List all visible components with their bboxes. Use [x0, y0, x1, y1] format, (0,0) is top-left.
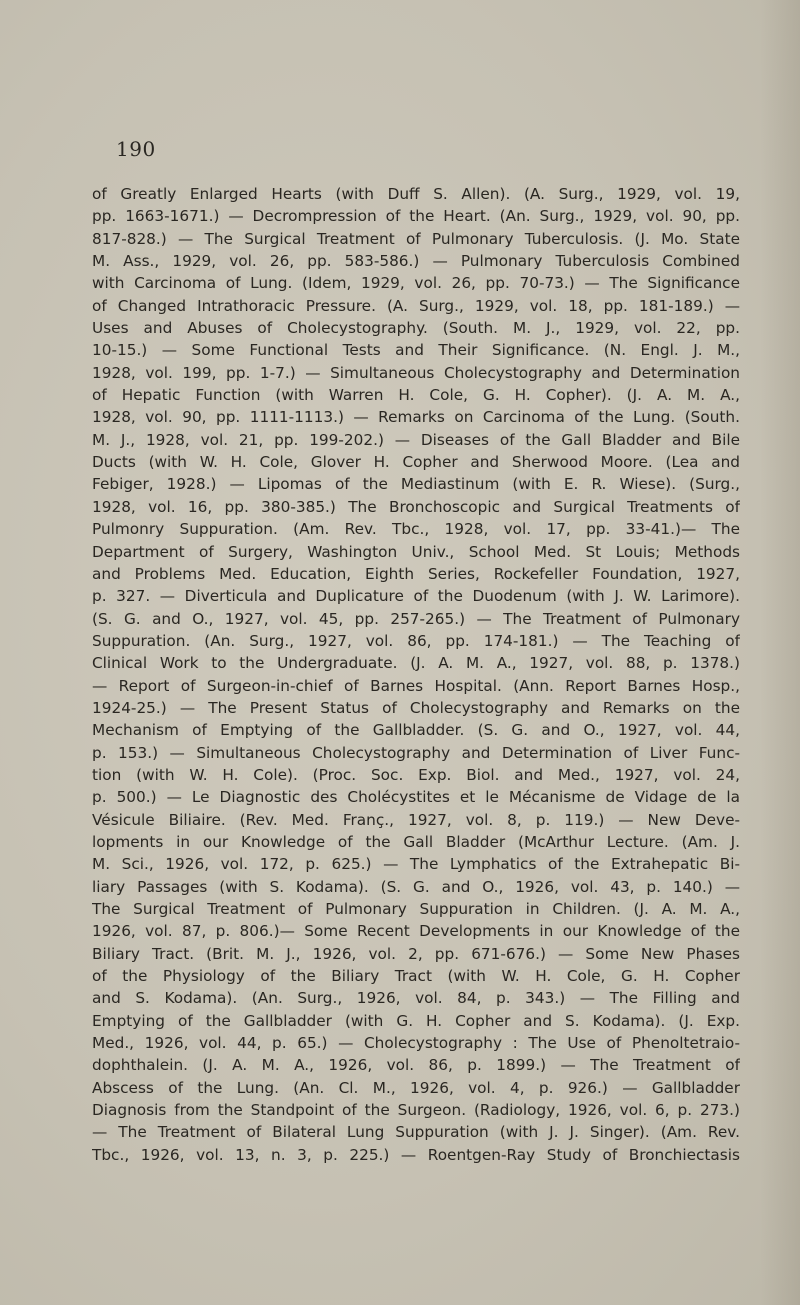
text-line: Mechanism of Emptying of the Gallbladder. (S. G. and O., 1927, vol. 44, [92, 721, 740, 740]
text-line: of Hepatic Function (with Warren H. Cole, G. H. Copher). (J. A. M. A., [92, 386, 740, 405]
text-line: Abscess of the Lung. (An. Cl. M., 1926, vol. 4, p. 926.) — Gallbladder [92, 1078, 740, 1097]
text-line: of Greatly Enlarged Hearts (with Duff S. Allen). (A. Surg., 1929, vol. 19, [92, 185, 740, 203]
text-line: tion (with W. H. Cole). (Proc. Soc. Exp. Biol. and Med., 1927, vol. 24, [92, 765, 740, 784]
text-line: with Carcinoma of Lung. (Idem, 1929, vol. 26, pp. 70-73.) — The Significance [92, 274, 740, 293]
text-line: Biliary Tract. (Brit. M. J., 1926, vol. 2, pp. 671-676.) — Some New Phases [92, 944, 740, 963]
text-line: Tbc., 1926, vol. 13, n. 3, p. 225.) — Roentgen-Ray Study of Bronchiectasis [92, 1145, 740, 1164]
text-line: p. 327. — Diverticula and Duplicature of the Duodenum (with J. W. Larimore). [92, 587, 740, 606]
text-line: Emptying of the Gallbladder (with G. H. Copher and S. Kodama). (J. Exp. [92, 1011, 740, 1030]
text-line: M. Sci., 1926, vol. 172, p. 625.) — The Lymphatics of the Extrahepatic Bi- [92, 855, 740, 874]
text-line: p. 500.) — Le Diagnostic des Cholécystites et le Mécanisme de Vidage de la [92, 788, 740, 807]
text-line: Med., 1926, vol. 44, p. 65.) — Cholecystography : The Use of Phenoltetraio- [92, 1034, 740, 1053]
text-line: The Surgical Treatment of Pulmonary Suppuration in Children. (J. A. M. A., [92, 900, 740, 918]
text-line: 10-15.) — Some Functional Tests and Their Significance. (N. Engl. J. M., [92, 341, 740, 360]
text-line: lopments in our Knowledge of the Gall Bladder (McArthur Lecture. (Am. J. [92, 832, 740, 851]
text-line: dophthalein. (J. A. M. A., 1926, vol. 86, p. 1899.) — The Treatment of [92, 1056, 740, 1075]
text-line: 1928, vol. 199, pp. 1-7.) — Simultaneous Cholecystography and Determination [92, 363, 740, 382]
text-line: pp. 1663-1671.) — Decrompression of the Heart. (An. Surg., 1929, vol. 90, pp. [92, 207, 740, 226]
text-line: — Report of Surgeon-in-chief of Barnes Hospital. (Ann. Report Barnes Hosp., [92, 676, 740, 695]
text-line: Suppuration. (An. Surg., 1927, vol. 86, pp. 174-181.) — The Teaching of [92, 631, 740, 650]
text-line: and S. Kodama). (An. Surg., 1926, vol. 84, p. 343.) — The Filling and [92, 989, 740, 1008]
text-line: Ducts (with W. H. Cole, Glover H. Copher and Sherwood Moore. (Lea and [92, 453, 740, 472]
text-line: Uses and Abuses of Cholecystography. (South. M. J., 1929, vol. 22, pp. [92, 319, 740, 338]
page-edge-shadow [760, 0, 800, 1305]
text-line: Diagnosis from the Standpoint of the Surgeon. (Radiology, 1926, vol. 6, p. 273.) [92, 1101, 740, 1120]
text-line: of Changed Intrathoracic Pressure. (A. Surg., 1929, vol. 18, pp. 181-189.) — [92, 296, 740, 315]
text-line: Department of Surgery, Washington Univ., School Med. St Louis; Methods [92, 542, 740, 561]
text-line: of the Physiology of the Biliary Tract (with W. H. Cole, G. H. Copher [92, 967, 740, 986]
text-line: Clinical Work to the Undergraduate. (J. A. M. A., 1927, vol. 88, p. 1378.) [92, 654, 740, 673]
text-line: 817-828.) — The Surgical Treatment of Pulmonary Tuberculosis. (J. Mo. State [92, 229, 740, 248]
text-line: 1928, vol. 90, pp. 1111-1113.) — Remarks on Carcinoma of the Lung. (South. [92, 408, 740, 427]
bibliography-text [92, 183, 740, 1166]
text-line: and Problems Med. Education, Eighth Series, Rockefeller Foundation, 1927, [92, 564, 740, 583]
text-line: Febiger, 1928.) — Lipomas of the Mediastinum (with E. R. Wiese). (Surg., [92, 475, 740, 494]
text-line: liary Passages (with S. Kodama). (S. G. and O., 1926, vol. 43, p. 140.) — [92, 877, 740, 896]
text-line: — The Treatment of Bilateral Lung Suppuration (with J. J. Singer). (Am. Rev. [92, 1123, 740, 1142]
text-line: Vésicule Biliaire. (Rev. Med. Franç., 1927, vol. 8, p. 119.) — New Deve- [92, 810, 740, 829]
text-line: (S. G. and O., 1927, vol. 45, pp. 257-265.) — The Treatment of Pulmonary [92, 609, 740, 628]
text-line: M. J., 1928, vol. 21, pp. 199-202.) — Diseases of the Gall Bladder and Bile [92, 430, 740, 449]
page-number: 190 [116, 137, 156, 161]
text-line: Pulmonry Suppuration. (Am. Rev. Tbc., 1928, vol. 17, pp. 33-41.)— The [92, 520, 740, 539]
text-line: 1924-25.) — The Present Status of Cholecystography and Remarks on the [92, 698, 740, 717]
text-line: M. Ass., 1929, vol. 26, pp. 583-586.) — Pulmonary Tuberculosis Combined [92, 252, 740, 271]
text-line: 1926, vol. 87, p. 806.)— Some Recent Developments in our Knowledge of the [92, 922, 740, 941]
text-line: p. 153.) — Simultaneous Cholecystography and Determination of Liver Func- [92, 743, 740, 762]
text-line: 1928, vol. 16, pp. 380-385.) The Bronchoscopic and Surgical Treatments of [92, 497, 740, 516]
